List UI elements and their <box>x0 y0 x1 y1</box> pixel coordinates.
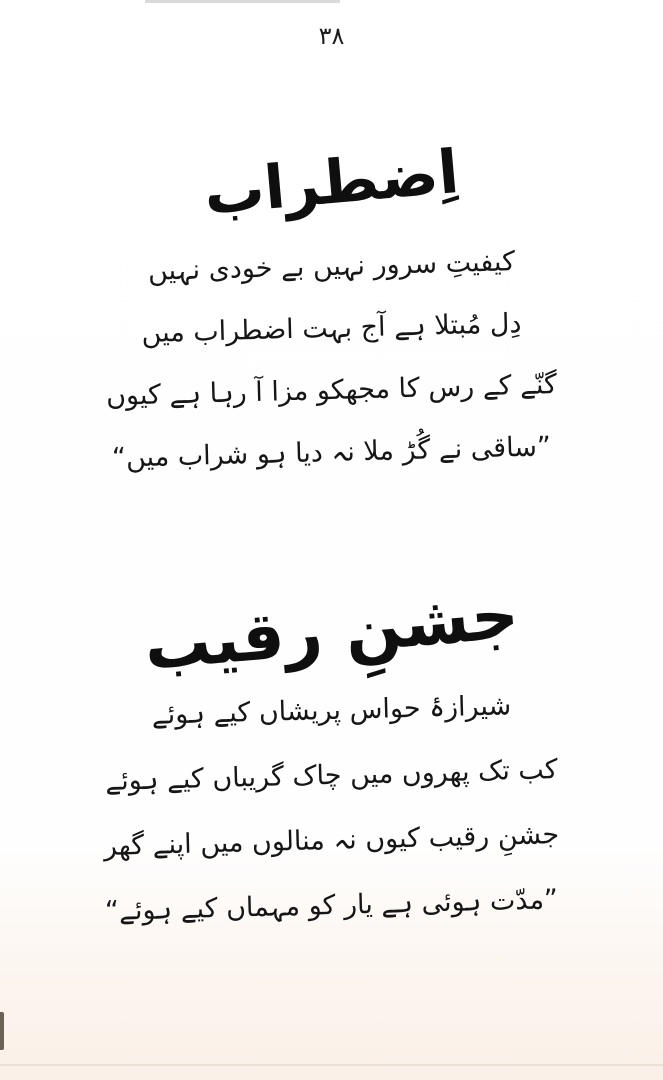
poem-line: کب تک پھروں میں چاک گریباں کیے ہوئے <box>104 754 559 797</box>
poem-line: شیرازۂ حواس پریشاں کیے ہوئے <box>151 690 512 731</box>
poem-body-jashn-e-raqeeb <box>0 678 663 938</box>
poem-title-iztiraab: اِضطراب <box>201 137 462 230</box>
poem-title-jashn-e-raqeeb: جشنِ رقیب <box>141 576 522 686</box>
poem-line: ”مدّت ہوئی ہے یار کو مہماں کیے ہوئے“ <box>104 884 559 927</box>
scan-bottom-edge-artifact <box>0 1064 663 1066</box>
scan-left-edge-artifact <box>0 1012 4 1050</box>
poem-line: جشنِ رقیب کیوں نہ منالوں میں اپنے گھر <box>103 819 560 862</box>
poem-line: ”ساقی نے گُڑ ملا نہ دیا ہو شراب میں“ <box>111 431 552 474</box>
poem-line: کیفیتِ سرور نہیں بے خودی نہیں <box>147 246 516 287</box>
scan-top-edge-artifact <box>145 0 340 3</box>
poem-line: دِل مُبتلا ہے آج بہت اضطراب میں <box>141 308 522 349</box>
page-number: ۳۸ <box>318 22 345 50</box>
poem-line: گنّے کے رس کا مجھکو مزا آ رہا ہے کیوں <box>105 369 558 412</box>
poem-body-iztiraab <box>0 236 663 484</box>
